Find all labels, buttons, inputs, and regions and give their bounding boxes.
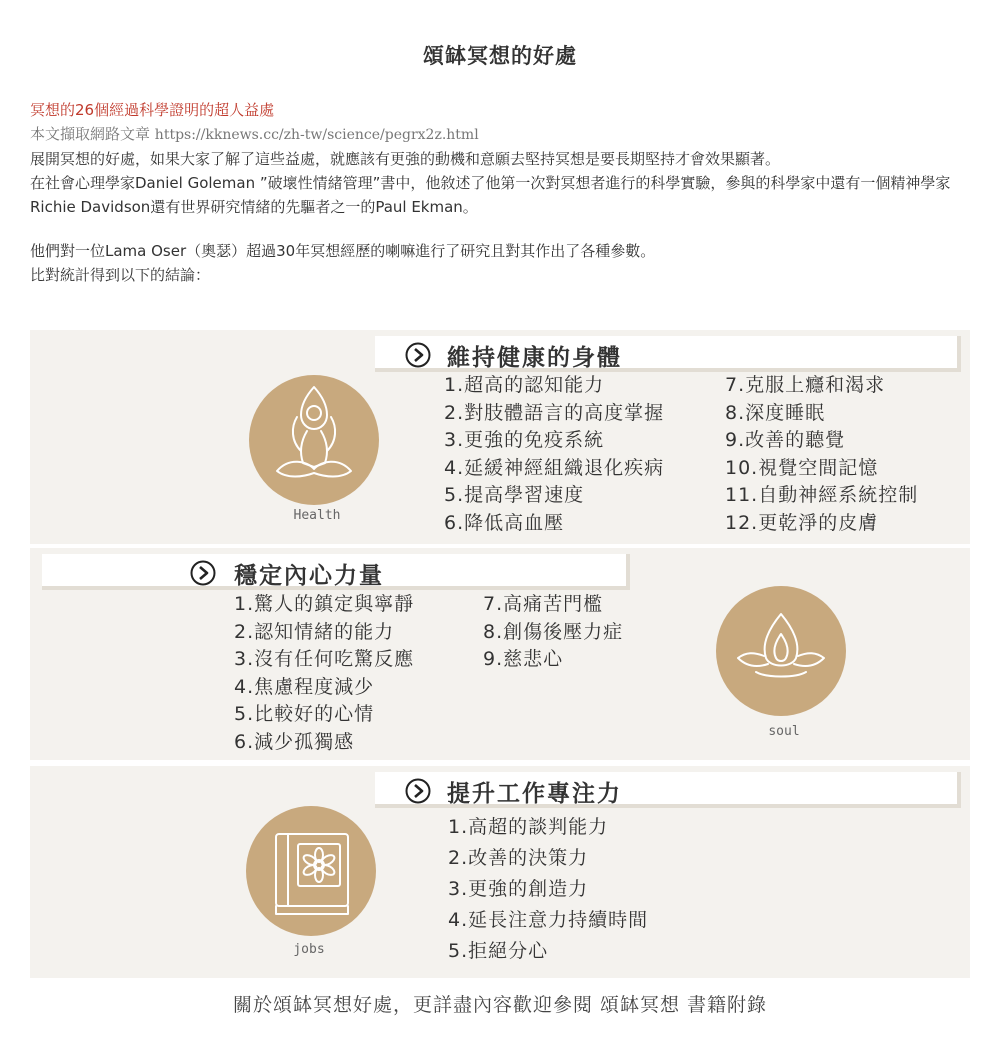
health-benefits-col1 [444,372,664,537]
list-item: 6.減少孤獨感 [234,730,355,753]
jobs-caption: jobs [293,942,325,957]
list-item: 11.自動神經系統控制 [725,484,919,506]
reference-source-label: 本文擷取網路文章 [30,125,151,143]
list-item: 4.延長注意力持續時間 [448,909,649,931]
list-item: 1.超高的認知能力 [444,374,605,396]
list-item: 6.降低高血壓 [444,511,565,534]
list-item: 12.更乾淨的皮膚 [725,511,879,534]
intro-paragraph-1: 展開冥想的好處，如果大家了解了這些益處，就應該有更強的動機和意願去堅持冥想是要長期堅持才會效果顯著。 [30,150,781,168]
circle-arrow-icon [405,778,431,804]
list-item: 1.驚人的鎮定與寧靜 [234,593,415,615]
list-item: 4.焦慮程度減少 [234,675,375,698]
list-item: 2.對肢體語言的高度掌握 [444,401,665,424]
list-item: 10.視覺空間記憶 [725,456,879,479]
soul-benefits-col2 [483,591,623,674]
list-item: 2.改善的決策力 [448,847,589,869]
section-jobs [30,766,970,978]
reference-title[interactable]: 冥想的26個經過科學證明的超人益處 [30,101,275,119]
intro-paragraph-2: 在社會心理學家Daniel Goleman ”破壞性情緒管理”書中，他敘述了他第一次對冥想者進行的科學實驗，參與的科學家中還有一個精神學家Richie Davidson還有世界研究情緒的先驅者之一的Paul Ekman。 [30,174,951,216]
reference-source-url[interactable]: https://kknews.cc/zh-tw/science/pegrx2z.html [154,127,479,143]
list-item: 3.更強的創造力 [448,878,589,900]
page-title: 頌缽冥想的好處 [423,44,577,68]
list-item: 7.克服上癮和渴求 [725,374,886,396]
circle-arrow-icon [190,560,216,586]
list-item: 4.延緩神經組織退化疾病 [444,456,665,479]
health-circle [249,375,379,505]
soul-benefits-col1 [234,591,414,756]
list-item: 9.慈悲心 [483,648,564,670]
list-item: 2.認知情緒的能力 [234,620,395,643]
jobs-benefits-col1 [448,812,648,967]
soul-circle [716,586,846,716]
list-item: 9.改善的聽覺 [725,429,846,451]
health-benefits-col2 [725,372,918,537]
circle-arrow-icon [405,342,431,368]
section-header-bar [375,772,961,808]
section-soul [30,548,970,760]
list-item: 7.高痛苦門檻 [483,593,604,615]
list-item: 3.沒有任何吃驚反應 [234,648,415,670]
section-title: 維持健康的身體 [447,345,622,371]
footer-note[interactable]: 關於頌缽冥想好處，更詳盡內容歡迎參閱 頌缽冥想 書籍附錄 [232,994,768,1016]
reference-source [30,122,970,147]
soul-caption: soul [768,724,800,739]
section-header-bar [42,554,630,590]
list-item: 5.提高學習速度 [444,484,585,506]
intro-paragraph-3: 他們對一位Lama Oser（奧瑟）超過30年冥想經歷的喇嘛進行了研究且對其作出了各種參數。 [30,242,656,260]
section-title: 提升工作專注力 [447,781,622,807]
meditation-figure-icon [249,375,379,505]
list-item: 8.創傷後壓力症 [483,620,624,643]
list-item: 8.深度睡眠 [725,401,826,424]
list-item: 1.高超的談判能力 [448,816,609,838]
intro-text [30,98,970,287]
section-health [30,330,970,544]
flame-lotus-icon [716,586,846,716]
list-item: 5.比較好的心情 [234,703,375,725]
section-header-bar [375,336,961,372]
section-title: 穩定內心力量 [234,563,384,589]
list-item: 5.拒絕分心 [448,940,549,962]
jobs-circle [246,806,376,936]
health-caption: Health [293,508,341,523]
list-item: 3.更強的免疫系統 [444,429,605,451]
book-icon [246,806,376,936]
intro-paragraph-4: 比對統計得到以下的結論： [30,266,211,284]
